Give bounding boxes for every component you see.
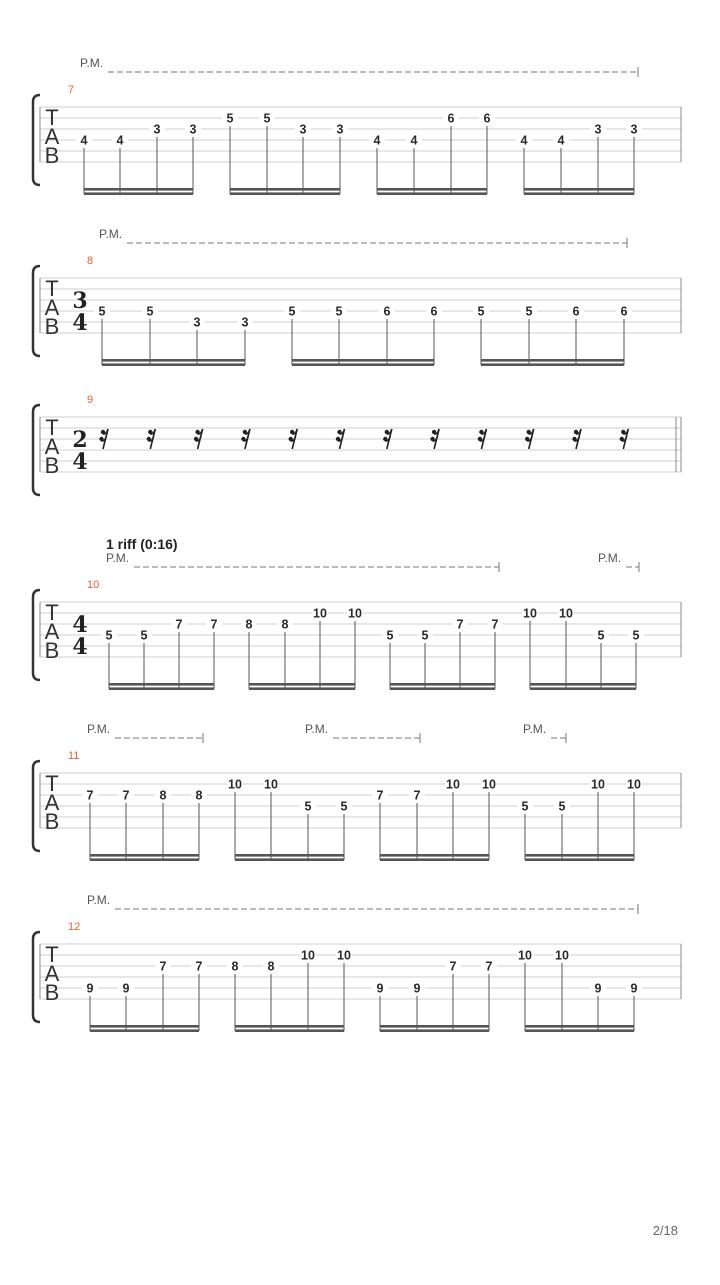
fret-number: 4 — [80, 133, 88, 148]
fret-number: 7 — [122, 788, 130, 803]
tab-system-10 — [33, 536, 681, 690]
fret-number: 5 — [421, 628, 429, 643]
fret-number: 5 — [288, 304, 296, 319]
time-signature-bottom: 4 — [72, 310, 88, 336]
beam-primary — [380, 854, 489, 857]
beam-primary — [90, 854, 199, 857]
time-signature — [72, 427, 87, 475]
fret-number: 5 — [335, 304, 343, 319]
fret-number: 5 — [525, 304, 533, 319]
fret-number: 10 — [446, 777, 460, 792]
system-bracket — [33, 590, 40, 680]
beam-secondary — [230, 192, 340, 195]
time-signature-top: 2 — [72, 427, 88, 453]
beam-secondary — [102, 363, 245, 366]
beam-secondary — [90, 858, 199, 861]
tab-letter-a: A — [44, 124, 60, 149]
fret-number: 5 — [146, 304, 154, 319]
fret-number: 3 — [153, 122, 161, 137]
fret-number: 6 — [572, 304, 580, 319]
fret-number: 3 — [193, 315, 201, 330]
fret-number: 5 — [632, 628, 640, 643]
fret-number: 7 — [195, 959, 203, 974]
fret-number: 5 — [340, 799, 348, 814]
measure-number: 7 — [68, 84, 75, 96]
fret-number: 7 — [376, 788, 384, 803]
measure-number: 8 — [87, 255, 94, 267]
time-signature-bottom: 4 — [72, 634, 88, 660]
fret-number: 8 — [195, 788, 203, 803]
beam-group — [94, 304, 253, 366]
tab-letter-b: B — [44, 638, 60, 663]
beam-secondary — [380, 858, 489, 861]
fret-number: 10 — [348, 606, 362, 621]
beam-secondary — [380, 1029, 489, 1032]
fret-number: 7 — [413, 788, 421, 803]
fret-number: 10 — [228, 777, 242, 792]
beam-primary — [390, 683, 495, 686]
beam-group — [372, 959, 497, 1032]
fret-number: 7 — [456, 617, 464, 632]
fret-number: 8 — [245, 617, 253, 632]
tab-letter-b: B — [44, 314, 60, 339]
beam-secondary — [90, 1029, 199, 1032]
fret-number: 7 — [210, 617, 218, 632]
fret-number: 5 — [597, 628, 605, 643]
beam-group — [284, 304, 442, 366]
fret-number: 4 — [373, 133, 381, 148]
fret-number: 8 — [231, 959, 239, 974]
fret-number: 3 — [336, 122, 344, 137]
fret-number: 6 — [430, 304, 438, 319]
beam-secondary — [235, 858, 344, 861]
beam-secondary — [377, 192, 487, 195]
fret-number: 5 — [477, 304, 485, 319]
fret-number: 6 — [383, 304, 391, 319]
beam-group — [76, 122, 201, 195]
tab-letter-a: A — [44, 619, 60, 644]
fret-number: 9 — [594, 981, 602, 996]
beam-primary — [90, 1025, 199, 1028]
beam-primary — [235, 1025, 344, 1028]
fret-number: 7 — [485, 959, 493, 974]
tab-system-11 — [33, 722, 681, 861]
fret-number: 8 — [267, 959, 275, 974]
beam-group — [372, 777, 497, 861]
beam-group — [522, 606, 644, 690]
fret-number: 5 — [521, 799, 529, 814]
fret-number: 3 — [594, 122, 602, 137]
fret-number: 9 — [376, 981, 384, 996]
beam-group — [227, 777, 352, 861]
fret-number: 9 — [413, 981, 421, 996]
fret-number: 3 — [189, 122, 197, 137]
palm-mute-marking — [87, 722, 203, 743]
palm-mute-label: P.M. — [106, 551, 130, 565]
palm-mute-marking — [523, 722, 566, 743]
tab-letter-t: T — [45, 276, 59, 301]
measure-number: 11 — [68, 750, 80, 762]
palm-mute-marking — [87, 893, 638, 914]
fret-number: 5 — [558, 799, 566, 814]
measure-number: 9 — [87, 394, 94, 406]
fret-number: 3 — [299, 122, 307, 137]
fret-number: 7 — [491, 617, 499, 632]
fret-number: 10 — [555, 948, 569, 963]
tab-letter-t: T — [45, 600, 59, 625]
beam-primary — [525, 854, 634, 857]
beam-primary — [525, 1025, 634, 1028]
beam-primary — [377, 188, 487, 191]
fret-number: 5 — [105, 628, 113, 643]
beam-secondary — [530, 687, 636, 690]
fret-number: 3 — [630, 122, 638, 137]
beam-primary — [230, 188, 340, 191]
time-signature — [72, 288, 87, 336]
tab-letter-t: T — [45, 771, 59, 796]
tab-system-7 — [33, 56, 681, 195]
palm-mute-marking — [80, 56, 638, 77]
beam-secondary — [524, 192, 634, 195]
tab-letter-t: T — [45, 105, 59, 130]
fret-number: 8 — [159, 788, 167, 803]
beam-primary — [235, 854, 344, 857]
system-bracket — [33, 266, 40, 356]
fret-number: 5 — [386, 628, 394, 643]
palm-mute-label: P.M. — [523, 722, 547, 736]
fret-number: 4 — [410, 133, 418, 148]
page-number: 2/18 — [652, 1223, 678, 1238]
fret-number: 10 — [518, 948, 532, 963]
fret-number: 9 — [630, 981, 638, 996]
beam-secondary — [84, 192, 193, 195]
beam-secondary — [525, 1029, 634, 1032]
fret-number: 5 — [140, 628, 148, 643]
fret-number: 5 — [304, 799, 312, 814]
beam-group — [227, 948, 352, 1032]
fret-number: 10 — [627, 777, 641, 792]
beam-secondary — [481, 363, 624, 366]
tab-letter-b: B — [44, 143, 60, 168]
fret-number: 10 — [559, 606, 573, 621]
section-label: 1 riff (0:16) — [106, 536, 178, 552]
beam-secondary — [249, 687, 355, 690]
beam-group — [517, 948, 642, 1032]
time-signature — [72, 612, 87, 660]
beam-secondary — [235, 1029, 344, 1032]
beam-group — [82, 788, 207, 861]
palm-mute-label: P.M. — [598, 551, 622, 565]
fret-number: 9 — [86, 981, 94, 996]
fret-number: 9 — [122, 981, 130, 996]
tab-letter-b: B — [44, 980, 60, 1005]
fret-number: 3 — [241, 315, 249, 330]
tab-letter-a: A — [44, 790, 60, 815]
tab-letter-t: T — [45, 415, 59, 440]
beam-group — [101, 617, 222, 690]
fret-number: 6 — [447, 111, 455, 126]
beam-group — [222, 111, 348, 195]
palm-mute-marking — [106, 551, 499, 572]
fret-number: 10 — [591, 777, 605, 792]
fret-number: 10 — [313, 606, 327, 621]
fret-number: 7 — [449, 959, 457, 974]
tab-letter-a: A — [44, 434, 60, 459]
system-bracket — [33, 95, 40, 185]
beam-primary — [481, 359, 624, 362]
beam-primary — [249, 683, 355, 686]
beam-secondary — [292, 363, 434, 366]
beam-group — [241, 606, 363, 690]
palm-mute-label: P.M. — [305, 722, 329, 736]
palm-mute-label: P.M. — [80, 56, 104, 70]
fret-number: 4 — [520, 133, 528, 148]
fret-number: 4 — [116, 133, 124, 148]
tab-letter-a: A — [44, 295, 60, 320]
palm-mute-label: P.M. — [99, 227, 123, 241]
beam-secondary — [525, 858, 634, 861]
tab-letter-t: T — [45, 942, 59, 967]
tab-letter-b: B — [44, 809, 60, 834]
palm-mute-marking — [99, 227, 627, 248]
fret-number: 10 — [301, 948, 315, 963]
beam-primary — [109, 683, 214, 686]
beam-group — [382, 617, 503, 690]
tab-letter-a: A — [44, 961, 60, 986]
beam-secondary — [109, 687, 214, 690]
tab-letter-b: B — [44, 453, 60, 478]
fret-number: 10 — [482, 777, 496, 792]
beam-primary — [530, 683, 636, 686]
palm-mute-label: P.M. — [87, 722, 111, 736]
beam-primary — [102, 359, 245, 362]
palm-mute-marking — [598, 551, 639, 572]
time-signature-top: 4 — [72, 612, 88, 638]
fret-number: 10 — [337, 948, 351, 963]
time-signature-bottom: 4 — [72, 449, 88, 475]
measure-number: 12 — [68, 921, 81, 933]
palm-mute-label: P.M. — [87, 893, 111, 907]
fret-number: 10 — [264, 777, 278, 792]
tab-system-8 — [33, 227, 681, 366]
beam-group — [82, 959, 207, 1032]
fret-number: 7 — [159, 959, 167, 974]
fret-number: 5 — [263, 111, 271, 126]
fret-number: 6 — [620, 304, 628, 319]
fret-number: 5 — [98, 304, 106, 319]
system-bracket — [33, 761, 40, 851]
fret-number: 6 — [483, 111, 491, 126]
beam-group — [516, 122, 642, 195]
measure-number: 10 — [87, 579, 100, 591]
fret-number: 7 — [86, 788, 94, 803]
palm-mute-marking — [305, 722, 420, 743]
beam-secondary — [390, 687, 495, 690]
beam-group — [517, 777, 642, 861]
fret-number: 10 — [523, 606, 537, 621]
fret-number: 5 — [226, 111, 234, 126]
tab-system-12 — [33, 893, 681, 1032]
tab-system-9 — [33, 394, 681, 495]
beam-primary — [84, 188, 193, 191]
beam-group — [369, 111, 495, 195]
fret-number: 8 — [281, 617, 289, 632]
fret-number: 7 — [175, 617, 183, 632]
beam-primary — [292, 359, 434, 362]
fret-number: 4 — [557, 133, 565, 148]
beam-primary — [524, 188, 634, 191]
beam-group — [473, 304, 632, 366]
system-bracket — [33, 932, 40, 1022]
system-bracket — [33, 405, 40, 495]
time-signature-top: 3 — [72, 288, 88, 314]
beam-primary — [380, 1025, 489, 1028]
